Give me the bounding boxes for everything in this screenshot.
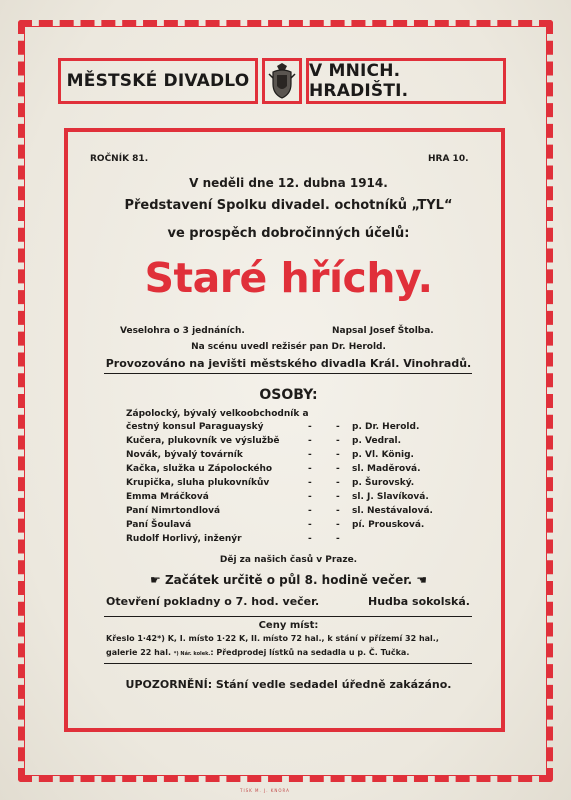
cast-role: Kučera, plukovník ve výslužbě (126, 436, 280, 446)
cast-actor: sl. J. Slavíková. (352, 492, 429, 502)
notice-label: UPOZORNĚNÍ (125, 678, 208, 691)
theatre-header (58, 58, 506, 106)
cast-role: Krupička, sluha plukovníkův (126, 478, 270, 488)
performance-date: V neděli dne 12. dubna 1914. (189, 176, 388, 190)
cast-row (126, 422, 476, 436)
stamp-note: *) Nár. kolek. (173, 651, 211, 657)
cast-role: Emma Mráčková (126, 492, 209, 502)
cast-row (126, 450, 476, 464)
cast-row (126, 492, 476, 506)
music-line: Hudba sokolská. (368, 595, 470, 608)
pointing-hand-left-icon: ☚ (416, 573, 427, 587)
play-author: Napsal Josef Štolba. (332, 326, 434, 336)
header-right-box (306, 58, 506, 104)
cast-dash: - (336, 464, 340, 474)
printer-mark: TISK M. J. KNORA (240, 788, 290, 793)
cast-dash: - (308, 520, 312, 530)
cast-row (126, 520, 476, 534)
cast-role: Zápolocký, bývalý velkoobchodník a (126, 409, 309, 419)
cast-dash: - (336, 478, 340, 488)
cast-dash: - (336, 534, 340, 544)
company-line: Představení Spolku divadel. ochotníků „TYL“ (124, 198, 453, 213)
cast-dash: - (308, 422, 312, 432)
cast-row (126, 409, 476, 423)
play-title: Staré hříchy. (144, 254, 433, 302)
cast-row (126, 506, 476, 520)
box-office-line: Otevření pokladny o 7. hod. večer. (106, 595, 320, 608)
header-town-name: V MNICH. HRADIŠTI. (309, 61, 409, 101)
start-time: Začátek určitě o půl 8. hodině večer. (164, 573, 413, 587)
cast-dash: - (308, 506, 312, 516)
cast-actor: sl. Nestávalová. (352, 506, 433, 516)
cast-dash: - (336, 506, 340, 516)
divider (104, 663, 472, 664)
cast-actor: p. Dr. Herold. (352, 422, 420, 432)
cast-dash: - (308, 450, 312, 460)
notice-text: : Stání vedle sedadel úředně zakázáno. (207, 678, 452, 691)
prices-line-1: Křeslo 1·42*) K, I. místo 1·22 K, II. místo 72 hal., k stání v přízemí 32 hal., (106, 634, 439, 643)
cast-dash: - (308, 464, 312, 474)
cast-actor: p. Vedral. (352, 436, 402, 446)
header-left-box (58, 58, 258, 104)
director-line: Na scénu uvedl režisér pan Dr. Herold. (191, 342, 386, 352)
cast-actor: p. Vl. König. (352, 450, 414, 460)
cast-row (126, 464, 476, 478)
gallery-price: galerie 22 hal. (106, 648, 171, 657)
cast-dash: - (308, 492, 312, 502)
prices-heading: Ceny míst: (258, 620, 319, 631)
cast-dash: - (336, 520, 340, 530)
cast-dash: - (336, 422, 340, 432)
cast-role: Rudolf Horlivý, inženýr (126, 534, 242, 544)
notice-line (68, 678, 509, 691)
cast-row (126, 478, 476, 492)
cast-dash: - (336, 436, 340, 446)
play-genre: Veselohra o 3 jednáních. (120, 326, 245, 336)
play-number: HRA 10. (428, 154, 469, 164)
coat-of-arms-icon (262, 58, 302, 104)
setting-line: Děj za našich časů v Praze. (219, 555, 358, 565)
cast-actor: pí. Prousková. (352, 520, 425, 530)
cast-row (126, 534, 476, 548)
cast-actor: sl. Maděrová. (352, 464, 421, 474)
cast-role: Kačka, služka u Zápolockého (126, 464, 273, 474)
charity-line: ve prospěch dobročinných účelů: (167, 226, 410, 241)
cast-heading: OSOBY: (259, 387, 318, 403)
cast-role: Novák, bývalý továrník (126, 450, 243, 460)
cast-row (126, 436, 476, 450)
volume-number: ROČNÍK 81. (90, 154, 149, 164)
venue-line: Provozováno na jevišti městského divadla Král. Vinohradů. (105, 357, 472, 370)
pointing-hand-right-icon: ☛ (150, 573, 161, 587)
cast-dash: - (336, 450, 340, 460)
poster-frame (64, 128, 505, 732)
header-theatre-name: MĚSTSKÉ DIVADLO (66, 71, 250, 91)
cast-dash: - (308, 478, 312, 488)
cast-role: Paní Šoulavá (126, 520, 192, 530)
cast-role: čestný konsul Paraguayský (126, 422, 264, 432)
prices-line-2 (106, 648, 409, 657)
divider (104, 616, 472, 617)
advance-sale: : Předprodej lístků na sedadla u p. Č. Tučka. (210, 648, 410, 657)
start-time-line (68, 573, 509, 587)
cast-dash: - (308, 534, 312, 544)
cast-role: Paní Nimrtondlová (126, 506, 221, 516)
cast-dash: - (336, 492, 340, 502)
cast-dash: - (308, 436, 312, 446)
divider (104, 373, 472, 374)
cast-actor: p. Šurovský. (352, 478, 415, 488)
